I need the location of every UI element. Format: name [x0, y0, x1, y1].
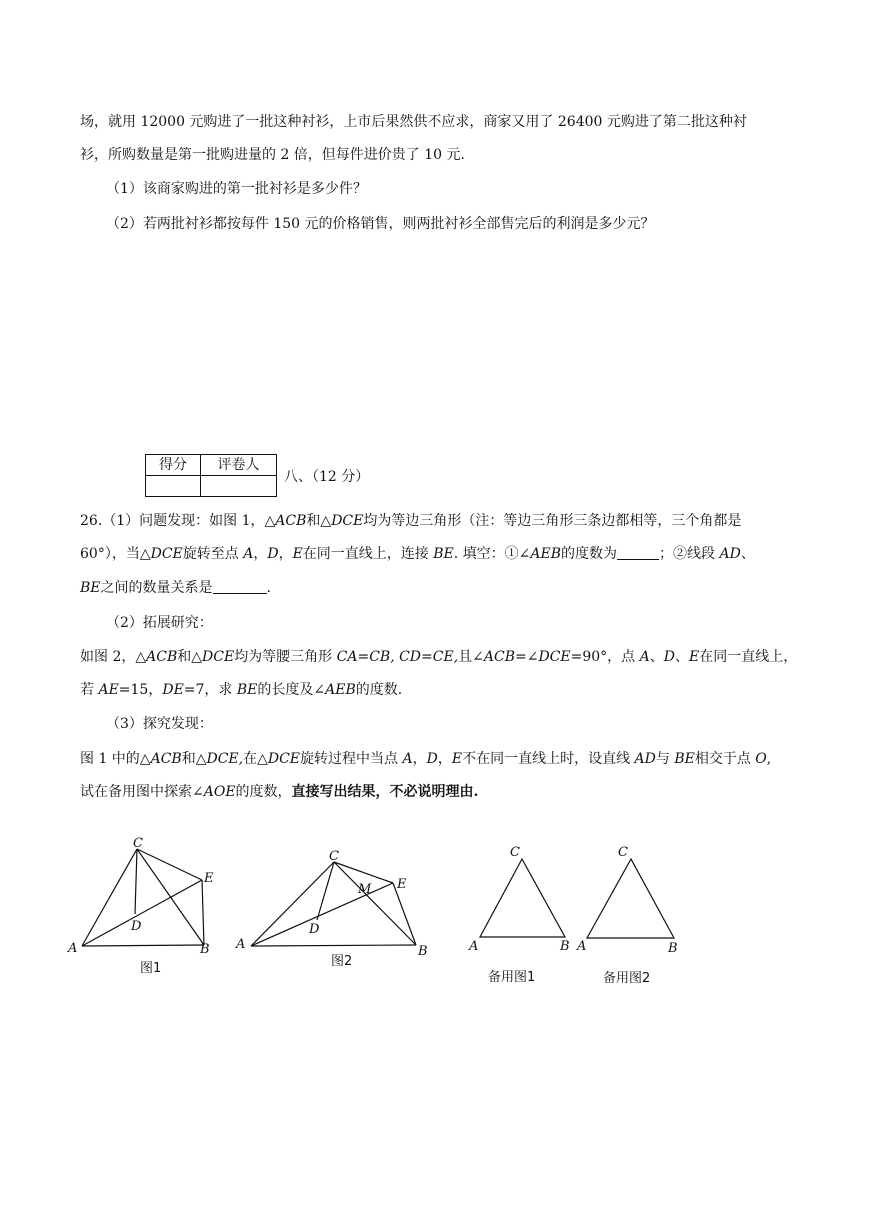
figure-2 [251, 862, 416, 946]
text-line: BE之间的数量关系是 . [80, 580, 271, 596]
spare1-label-c: C [510, 845, 520, 860]
question-2: （2）若两批衬衫都按每件 150 元的价格销售，则两批衬衫全部售完后的利润是多少元？ [106, 216, 655, 232]
fig2-label-c: C [329, 849, 339, 864]
segment-be [393, 883, 416, 945]
spare-figure-2-triangle [587, 859, 674, 938]
segment-ce [334, 862, 393, 883]
spare1-label-b: B [560, 939, 570, 954]
fig1-label-a: A [68, 941, 78, 956]
text-line: 试在备用图中探索∠AOE的度数，直接写出结果，不必说明理由. [80, 784, 479, 800]
fig2-label-a: A [236, 937, 246, 952]
fig2-label-m: M [358, 882, 372, 897]
spare1-caption: 备用图1 [488, 970, 536, 985]
part-2-heading: （2）拓展研究： [106, 615, 213, 631]
fig2-label-d: D [309, 922, 320, 937]
figure-1 [82, 849, 204, 946]
spare2-label-a: A [577, 939, 587, 954]
fig1-label-e: E [204, 871, 214, 886]
segment-ae [82, 880, 202, 946]
spare2-label-b: B [668, 941, 678, 956]
text-line: 若 AE=15，DE=7，求 BE的长度及∠AEB的度数. [80, 682, 403, 698]
text-line: 场，就用 12000 元购进了一批这种衬衫，上市后果然供不应求，商家又用了 26400 元购进了第二批这种衬 [80, 114, 747, 130]
spare1-label-a: A [469, 939, 479, 954]
spare2-label-c: C [618, 845, 628, 860]
question-1: （1）该商家购进的第一批衬衫是多少件？ [106, 181, 367, 197]
text-line: 衫，所购数量是第一批购进量的 2 倍，但每件进价贵了 10 元． [80, 147, 475, 163]
score-header: 得分 [146, 455, 201, 476]
segment-ae [251, 883, 393, 946]
fig1-label-c: C [133, 836, 143, 851]
segment-be [202, 880, 204, 945]
spare2-caption: 备用图2 [603, 971, 651, 986]
segment-ab [82, 945, 204, 946]
text-line: 图 1 中的△ACB和△DCE,在△DCE旋转过程中当点 A，D，E不在同一直线上时，设直线 AD与 BE相交于点 O, [80, 751, 772, 767]
segment-cd [135, 849, 137, 914]
grader-header: 评卷人 [201, 455, 277, 476]
fig2-caption: 图2 [331, 954, 353, 969]
segment-ce [137, 849, 202, 880]
text-line: 如图 2，△ACB和△DCE均为等腰三角形 CA=CB, CD=CE,且∠ACB=∠DCE=90°，点 A、D、E在同一直线上， [80, 649, 798, 665]
text-line: 60°），当△DCE旋转至点 A，D，E在同一直线上，连接 BE. 填空：①∠AEB的度数为 ；②线段 AD、 [80, 546, 755, 562]
segment-ab [251, 945, 416, 946]
fig1-label-b: B [200, 942, 210, 957]
text-line: 26.（1）问题发现：如图 1，△ACB和△DCE均为等边三角形（注：等边三角形三条边都相等，三个角都是 [80, 513, 742, 529]
fig1-label-d: D [131, 919, 142, 934]
part-3-heading: （3）探究发现： [106, 716, 213, 732]
fig2-label-e: E [397, 877, 407, 892]
fig2-label-b: B [418, 944, 428, 959]
spare-figure-1-triangle [480, 859, 565, 937]
fig1-caption: 图1 [140, 961, 162, 976]
section-heading: 八、（12 分） [284, 469, 370, 485]
